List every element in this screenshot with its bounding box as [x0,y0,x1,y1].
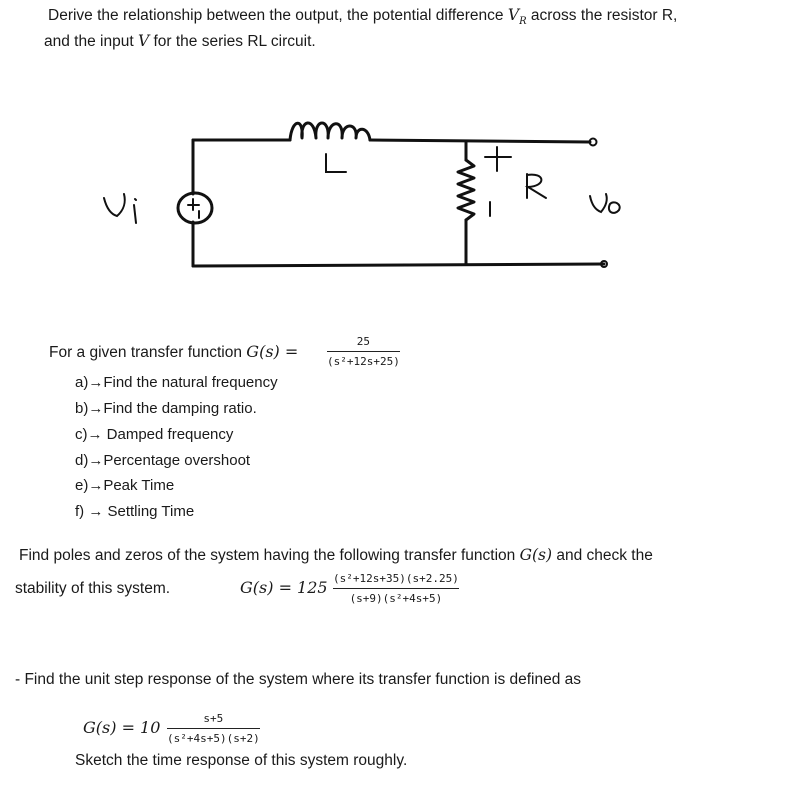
q2-intro: For a given transfer function [49,344,247,361]
q4-fraction-bar [167,728,260,729]
vi-label: Vi [104,214,105,215]
source-plus-label: + [193,205,194,206]
q1-var-v: V [137,32,150,50]
resistor-zigzag [458,160,474,220]
q3-denominator: (s+9)(s²+4s+5) [349,592,443,605]
q3-line1 [19,546,653,565]
output-plus-sign [485,147,511,171]
vi-label-glyph [104,194,136,223]
output-plus-label: + [497,160,498,161]
q2-g-label: G(s) = [246,342,299,361]
q3-fraction-bar [333,588,459,589]
source-plus-sign [188,199,199,210]
resistor-label: R [527,190,528,191]
source-minus-label: - [199,215,200,216]
voltage-source-circle [178,193,212,223]
q1-line2-before: and the input [44,33,138,50]
q1-var-vr-sub: R [519,16,527,28]
inductor-coil [290,123,370,140]
q1-var-vr: V [507,6,520,24]
q3-line2: stability of this system. [15,580,171,597]
q1-line1-after: across the resistor R, [526,7,678,24]
q3-g-inline: G(s) [519,546,553,564]
vo-label: Vo [590,210,592,211]
q3-line1-before: Find poles and zeros of the system having the following transfer function [19,547,520,564]
q4-g-label: G(s) = 10 [83,718,161,737]
inductor-label-glyph [326,154,346,172]
q2-item-a: a)→Find the natural frequency [75,374,278,391]
inductor-label: L [326,170,327,171]
q1-line1-before: Derive the relationship between the output, the potential difference [48,7,508,24]
vo-label-glyph [590,194,620,213]
q4-g-label-wrap [83,718,160,738]
q1-line2-after: for the series RL circuit. [149,33,316,50]
q2-numerator: 25 [356,335,371,348]
q4-numerator: s+5 [203,712,224,725]
q3-line1-after: and check the [552,547,653,564]
q4-fraction [167,712,260,745]
q2-item-c: c)→ Damped frequency [75,426,234,443]
q3-numerator: (s²+12s+35)(s+2.25) [333,572,459,585]
q2-item-e: e)→Peak Time [75,477,175,494]
q4-denominator: (s²+4s+5)(s+2) [167,732,260,745]
q2-fraction-bar [327,351,400,352]
q2-item-d: d)→Percentage overshoot [75,452,251,469]
q3-g-label-wrap [240,578,328,598]
wire-top-right [370,140,590,142]
q2-item-f: f) → Settling Time [75,503,195,520]
q2-intro-line [49,342,298,362]
resistor-label-glyph [527,174,546,198]
q2-item-b: b)→Find the damping ratio. [75,400,257,417]
q4-line2: Sketch the time response of this system roughly. [75,752,408,769]
q2-fraction [327,335,400,368]
wire-bottom [193,264,604,266]
output-minus-label: - [490,210,491,211]
q4-line1: - Find the unit step response of the system where its transfer function is defined as [15,671,582,688]
q3-g-label: G(s) = 125 [240,578,328,597]
q3-fraction [333,572,459,605]
q2-denominator: (s²+12s+25) [327,355,400,368]
